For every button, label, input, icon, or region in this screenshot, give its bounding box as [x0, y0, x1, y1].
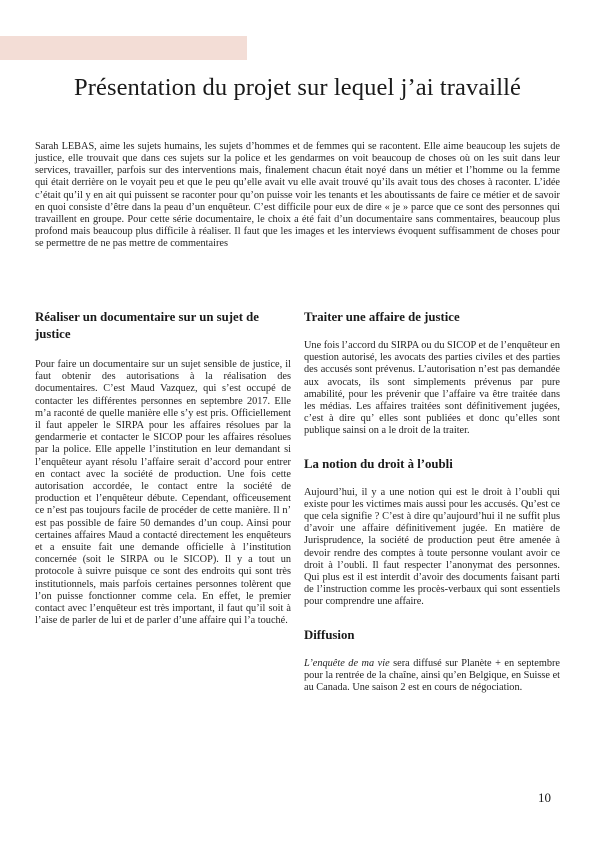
section-title-broadcast: Diffusion [304, 627, 355, 642]
section-body-right-to-forget [304, 487, 560, 609]
intro-text: Sarah LEBAS, aime les sujets humains, les sujets d’hommes et de femmes qui se racontent. Elle aime beaucoup les sujets de justice, elle trouvait que dans ces sujets sur la police et les gendarmes on voit beaucoup de choses où on les suit dans leur services, travailler, parfois sur des interventions mais, finalement chacun était noyé dans un métier et l’homme ou la femme qui était derrière on le voyait peu et que le peu qu’elle avait vu elle avait trouvé qu’ils avait tous des choses à raconter. L’idée c’était qu’il y en ait qui puissent se raconter pour qu’on puisse voir les tenants et les aboutissants de faire ce métier et de savoir en quoi consiste d’être dans la peau d’un enquêteur. C’est difficile pour eux de dire « je » parce que ce sont des personnes qui travaillent en groupe. Pour cette série documentaire, le choix a été fait d’un documentaire sans commentaires, beaucoup plus profond mais beaucoup plus difficile à réaliser. Il faut que les images et les interviews évoquent suffisamment de choses pour se permettre de ne pas mettre de commentaires [35, 141, 560, 250]
section-title-justice-case: Traiter une affaire de justice [304, 310, 460, 324]
section-body-justice-case [304, 340, 560, 438]
header-accent-bar [0, 36, 247, 60]
section-title-documentary: Réaliser un documentaire sur un sujet de justice [35, 310, 259, 341]
page-title: Présentation du projet sur lequel j’ai travaillé [73, 74, 522, 101]
broadcast-text: sera diffusé sur Planète + en septembre pour la rentrée de la chaîne, ainsi qu’en Belgique, en Suisse et au Canada. Une saison 2 est en cours de négociation. [304, 657, 560, 694]
section-body-broadcast [304, 658, 560, 695]
intro-paragraph [35, 141, 560, 250]
section-text-documentary: Pour faire un documentaire sur un sujet sensible de justice, il faut obtenir des autorisations à la réalisation des documentaires. C’est Maud Vazquez, qui s’est occupé de contacter les différentes personnes en septembre 2017. Elle m’a raconté de quelle manière elle s’y est pris. Officiellement il faut appeler le SIRPA pour les affaires résolues par la gendarmerie et contacter le SICOP pour les affaires résolues par la police. Elle appelle l’institution en leur demandant si l’enquêteur ayant résolu l’affaire serait d’accord pour entrer en contact avec la société de production. Une fois cette autorisation accordée, le contact entre la société de production et l’enquêteur débute. Cependant, officeusement ce n’est pas toujours facile de procéder de cette manière. Il n’ est pas possible de faire 50 demandes d’un coup. Ainsi pour certaines affaires Maud a contacté directement les enquêteurs et a ensuite fait une demande officielle à l’institution concernée (soit le SIRPA ou le SICOP). Il y a tout un protocole à suivre puisque ce sont des endroits qui sont très institutionnels, mais parfois certaines personnes tolèrent que l’on puisse fonctionner comme cela. En effet, le premier contact avec l’enquêteur est très important, il faut qu’il soit à l’aise de parler de lui et de parler d’une affaire qui l’a touché. [35, 359, 291, 627]
show-title: L’enquête de ma vie [304, 657, 390, 669]
section-body-documentary [35, 359, 291, 627]
section-text-right-to-forget: Aujourd’hui, il y a une notion qui est le droit à l’oubli qui existe pour les victimes mais aussi pour les accusés. Qu’est ce que cela signifie ? C’est à dire qu’aujourd’hui il ne suffit plus d’avoir une affaire définitivement jugée. En matière de Jurisprudence, la société de production peut être amenée à devoir rendre des comptes à toute personne voulant avoir ce droit à l’oubli. Il faut respecter l’anonymat des personnes. Qui plus est il est interdit d’avoir des documents faisant parti de l’instruction comme les procès-verbaux qui sont essentiels pour comprendre une affaire. [304, 486, 560, 608]
section-title-right-to-forget: La notion du droit à l’oubli [304, 456, 453, 471]
section-text-justice-case: Une fois l’accord du SIRPA ou du SICOP et de l’enquêteur en question autorisé, les avocats des parties civiles et des parties des accusés sont prévenus. L’autorisation n’est pas demandée aux avocats, ils sont simplements prévenus par pure amabilité, pour les prévenir que l’affaire va être traitée dans les médias. Les affaires traitées sont définitivement jugées, c’est à dire qu’ elles sont publiées et donc qu’elles sont publique sainsi on a le droit de la traiter. [304, 340, 560, 437]
section-text-broadcast [304, 658, 560, 695]
left-column [35, 309, 291, 627]
page-number: 10 [538, 790, 551, 805]
right-column [304, 309, 560, 712]
